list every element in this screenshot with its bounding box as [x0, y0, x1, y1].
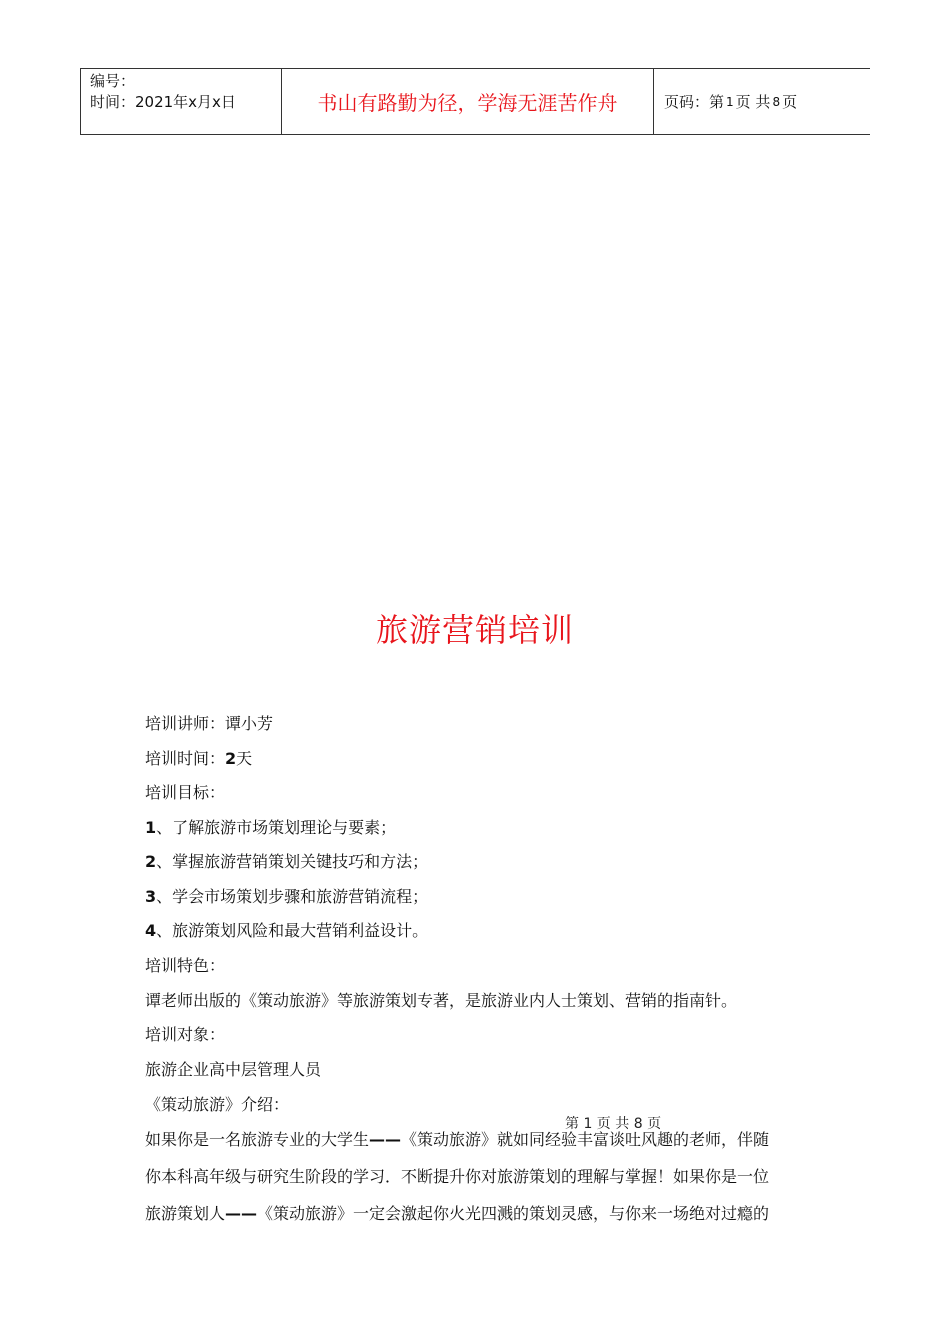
goal-number: 4 [145, 921, 157, 940]
header-motto-cell [282, 69, 654, 134]
document-header-table [80, 68, 870, 135]
intro-text: 旅游策划人 [145, 1204, 226, 1223]
em-dash: —— [225, 1204, 258, 1223]
intro-paragraph-line: 你本科高年级与研究生阶段的学习．不断提升你对旅游策划的理解与掌握！如果你是一位 [145, 1167, 770, 1186]
intro-paragraph-line [145, 1201, 769, 1224]
features-text: 谭老师出版的《策动旅游》等旅游策划专著，是旅游业内人士策划、营销的指南针。 [145, 991, 738, 1010]
goal-text: 、旅游策划风险和最大营销利益设计。 [156, 921, 429, 940]
goal-item [145, 884, 428, 907]
date-label: 时间：2021年x月x日 [90, 93, 236, 111]
goal-number: 1 [145, 818, 157, 837]
goal-text: 、学会市场策划步骤和旅游营销流程； [156, 887, 429, 906]
page-total: 8 [772, 94, 781, 109]
page-mid: 页 共 [735, 93, 771, 111]
goal-number: 3 [145, 887, 157, 906]
intro-label: 《策动旅游》介绍： [145, 1095, 290, 1114]
page-number-footer: 第 1 页 共 8 页 [565, 1116, 662, 1132]
intro-text: 如果你是一名旅游专业的大学生 [145, 1130, 370, 1149]
intro-text: 《策动旅游》一定会激起你火光四溅的策划灵感，与你来一场绝对过瘾的 [257, 1204, 770, 1223]
header-page-cell [654, 69, 870, 134]
duration-unit: 天 [236, 749, 253, 768]
trainer-line: 培训讲师：谭小芳 [145, 714, 274, 733]
intro-paragraph-line [145, 1127, 769, 1150]
goal-text: 、掌握旅游营销策划关键技巧和方法； [156, 852, 429, 871]
audience-text: 旅游企业高中层管理人员 [145, 1060, 322, 1079]
intro-text: 《策动旅游》就如同经验丰富谈吐风趣的老师，伴随 [401, 1130, 770, 1149]
goal-number: 2 [145, 852, 157, 871]
document-title: 旅游营销培训 [375, 611, 574, 649]
goal-text: 、了解旅游市场策划理论与要素； [156, 818, 397, 837]
page-current: 1 [726, 94, 734, 109]
serial-number-label: 编号： [90, 72, 136, 90]
goals-label: 培训目标： [145, 783, 226, 802]
duration-label: 培训时间： [145, 749, 226, 768]
goal-item [145, 849, 428, 872]
audience-label: 培训对象： [145, 1025, 226, 1044]
goal-item [145, 918, 428, 941]
duration-value: 2 [225, 749, 237, 768]
page-prefix: 页码：第 [664, 93, 725, 111]
features-label: 培训特色： [145, 956, 226, 975]
goal-item [145, 815, 396, 838]
motto-text: 书山有路勤为径，学海无涯苦作舟 [317, 91, 618, 115]
page-suffix: 页 [782, 93, 798, 111]
header-info-cell [81, 69, 282, 134]
duration-line [145, 746, 252, 769]
em-dash: —— [369, 1130, 402, 1149]
